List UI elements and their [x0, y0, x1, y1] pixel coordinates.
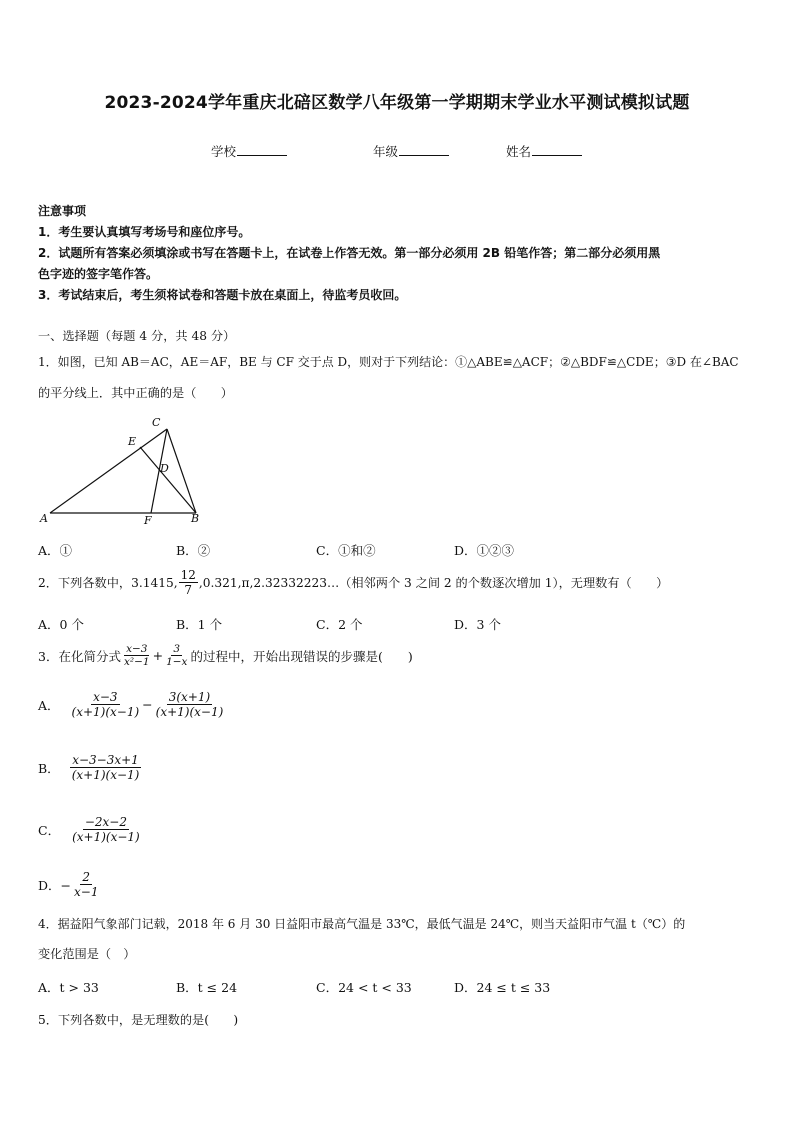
grade-field	[373, 142, 449, 160]
question-2	[38, 568, 668, 597]
q3-suffix: 的过程中，开始出现错误的步骤是( )	[190, 648, 413, 664]
q2-option-b[interactable]: B．1 个	[176, 617, 223, 632]
q3-a-label: A．	[38, 697, 60, 713]
q3-option-c[interactable]	[38, 815, 143, 844]
label-a: A	[40, 512, 48, 525]
q2-frac-num: 12	[180, 568, 196, 582]
q1-option-a[interactable]: A．①	[38, 543, 73, 558]
q3-b-num: x−3−3x+1	[72, 753, 139, 767]
q2-frac-den: 7	[184, 583, 193, 597]
school-blank[interactable]	[237, 143, 287, 156]
q2-prefix: 2．下列各数中，3.1415,	[38, 576, 178, 590]
q3-a-fraction-1	[70, 690, 142, 719]
question-3	[38, 643, 413, 668]
question-4-line1: 4．据益阳气象部门记载，2018 年 6 月 30 日益阳市最高气温是 33℃，最低气温是 24℃，则当天益阳市气温 t（℃）的	[38, 917, 686, 931]
q1-option-b[interactable]: B．②	[176, 543, 211, 558]
q2-option-c[interactable]: C．2 个	[316, 617, 363, 632]
q3-a-f1-den: (x+1)(x−1)	[71, 705, 140, 719]
q3-c-label: C．	[38, 822, 61, 838]
q3-b-label: B．	[38, 760, 60, 776]
q1-option-c[interactable]: C．①和②	[316, 543, 376, 558]
q3-prefix: 3．在化简分式	[38, 648, 121, 664]
q4-option-d[interactable]: D．24 ≤ t ≤ 33	[454, 980, 551, 995]
school-label: 学校	[211, 144, 237, 159]
q3-b-fraction	[70, 753, 142, 782]
notice-item: 1．考生要认真填写考场号和座位序号。	[38, 225, 251, 239]
q3-f1-num: x−3	[126, 643, 148, 655]
q4-option-a[interactable]: A．t > 33	[38, 980, 99, 995]
label-b: B	[191, 512, 200, 525]
grade-label: 年级	[373, 144, 399, 159]
question-4-line2: 变化范围是（ ）	[38, 947, 136, 961]
q3-plus: +	[152, 648, 164, 663]
q1-option-d[interactable]: D．①②③	[454, 543, 515, 558]
q3-a-minus: −	[142, 697, 153, 712]
q3-f2-den: 1−x	[166, 656, 188, 668]
notice-heading: 注意事项	[38, 204, 87, 218]
q3-f2-num: 3	[173, 643, 181, 655]
q4-option-b[interactable]: B．t ≤ 24	[176, 980, 238, 995]
notice-item: 2．试题所有答案必须填涂或书写在答题卡上，在试卷上作答无效。第一部分必须用 2B 铅笔作答；第二部分必须用黑	[38, 246, 661, 260]
grade-blank[interactable]	[399, 143, 449, 156]
notice-item: 3．考试结束后，考生须将试卷和答题卡放在桌面上，待监考员收回。	[38, 288, 407, 302]
q3-d-num: 2	[82, 870, 91, 884]
q3-c-num: −2x−2	[84, 815, 127, 829]
q3-f1-den: x²−1	[123, 656, 150, 668]
q3-a-f2-num: 3(x+1)	[168, 690, 211, 704]
q3-fraction-2	[164, 643, 189, 668]
segment-eb	[140, 447, 196, 513]
q3-option-a[interactable]	[38, 690, 226, 719]
question-1-line2: 的平分线上．其中正确的是（ ）	[38, 386, 233, 400]
segment-cb	[167, 429, 196, 513]
question-5-line1: 5．下列各数中，是无理数的是( )	[38, 1013, 239, 1027]
label-f: F	[144, 514, 152, 527]
q3-a-fraction-2	[154, 690, 226, 719]
school-field	[211, 142, 287, 160]
name-field	[506, 142, 582, 160]
label-c: C	[152, 416, 161, 429]
name-label: 姓名	[506, 144, 532, 159]
section-heading: 一、选择题（每题 4 分，共 48 分）	[38, 329, 236, 343]
triangle-figure	[36, 412, 208, 528]
label-e: E	[128, 435, 137, 448]
page-title: 2023-2024学年重庆北碚区数学八年级第一学期期末学业水平测试模拟试题	[104, 93, 690, 113]
q3-b-den: (x+1)(x−1)	[71, 768, 140, 782]
q4-option-c[interactable]: C．24 < t < 33	[316, 980, 412, 995]
q3-d-label: D．−	[38, 877, 71, 893]
q2-suffix: ,0.321,π,2.32332223…（相邻两个 3 之间 2 的个数逐次增加 1），无理数有（ ）	[198, 576, 669, 590]
question-1-line1: 1．如图，已知 AB＝AC，AE＝AF，BE 与 CF 交于点 D，则对于下列结论：①△ABE≌△ACF；②△BDF≌△CDE；③D 在∠BAC	[38, 355, 739, 369]
q2-option-d[interactable]: D．3 个	[454, 617, 501, 632]
q3-c-den: (x+1)(x−1)	[72, 830, 140, 844]
q3-a-f1-num: x−3	[93, 690, 118, 704]
q2-option-a[interactable]: A．0 个	[38, 617, 84, 632]
q2-fraction	[179, 568, 198, 597]
label-d: D	[160, 462, 169, 475]
q3-fraction-1	[122, 643, 152, 668]
q3-option-d[interactable]	[38, 870, 101, 899]
q3-d-den: x−1	[74, 885, 99, 899]
name-blank[interactable]	[532, 143, 582, 156]
q3-d-fraction	[72, 870, 100, 899]
q3-a-f2-den: (x+1)(x−1)	[155, 705, 224, 719]
notice-item: 色字迹的签字笔作答。	[38, 267, 159, 281]
segment-ac	[50, 429, 167, 513]
q3-c-fraction	[70, 815, 142, 844]
q3-option-b[interactable]	[38, 753, 142, 782]
